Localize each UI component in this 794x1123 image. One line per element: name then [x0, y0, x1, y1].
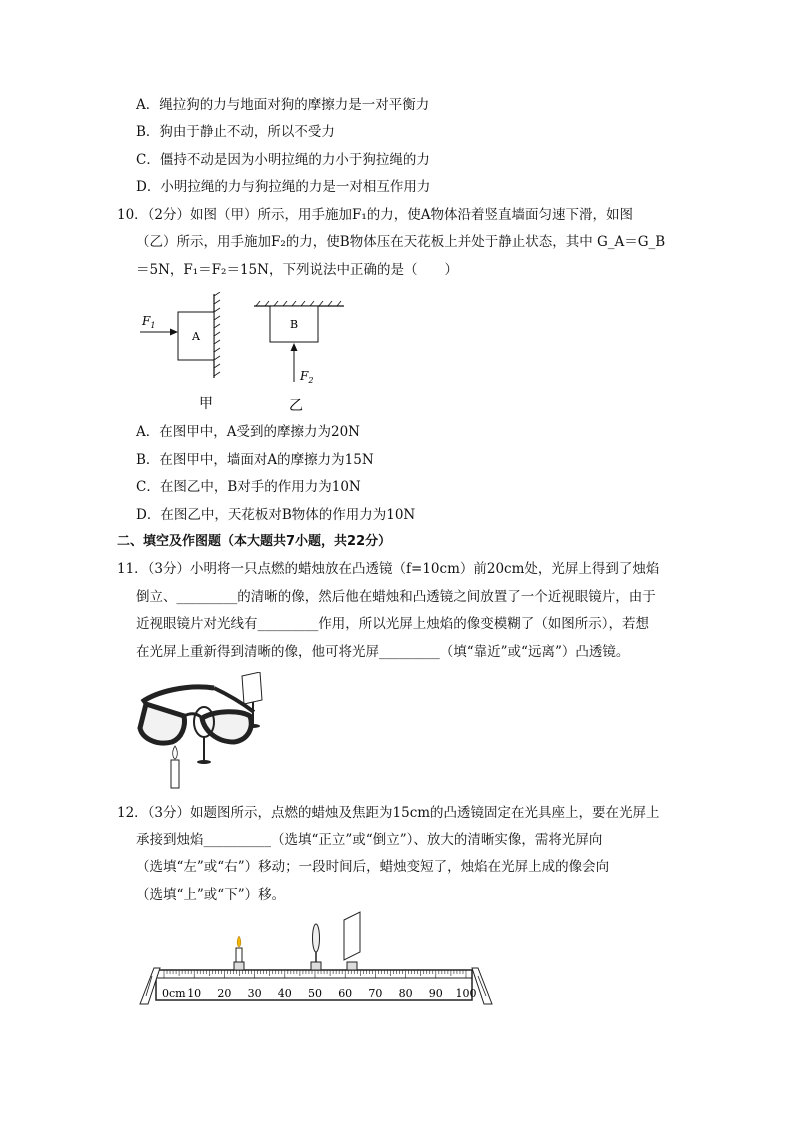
- section-2-heading: 二、填空及作图题（本大题共7小题，共22分）: [117, 534, 392, 549]
- q12-stem-line1: 12．（3分）如题图所示，点燃的蜡烛及焦距为15cm的凸透镜固定在光具座上，要在光屏上: [117, 805, 660, 821]
- caption-jia: 甲: [199, 396, 213, 412]
- ruler-label: 30: [247, 987, 262, 1000]
- ruler-label: 90: [428, 987, 443, 1000]
- ruler-label: 60: [338, 987, 353, 1000]
- force-f1-arrowhead: [170, 329, 178, 336]
- q10-option-a: A．在图甲中，A受到的摩擦力为20N: [136, 424, 360, 440]
- q12-stem-line3: （选填“左”或“右”）移动；一段时间后，蜡烛变短了，烛焰在光屏上成的像会向: [136, 859, 610, 875]
- q10-stem-line1: 10．（2分）如图（甲）所示，用手施加F₁的力，使A物体沿着竖直墙面匀速下滑，如图: [117, 207, 634, 223]
- bench-convex-lens: [311, 924, 321, 970]
- glasses: [140, 687, 254, 743]
- ruler-label: 100: [455, 987, 477, 1000]
- ruler-label: 50: [308, 987, 322, 1000]
- q10-option-b: B．在图甲中，墙面对A的摩擦力为15N: [136, 452, 374, 468]
- ruler-label: 20: [217, 987, 232, 1000]
- q10-force-figure: [138, 292, 348, 420]
- q11-stem-line1: 11．（3分）小明将一只点燃的蜡烛放在凸透镜（f=10cm）前20cm处，光屏上得到了烛焰: [117, 561, 660, 577]
- q11-stem-line2: 倒立、_________的清晰的像，然后他在蜡烛和凸透镜之间放置了一个近视眼镜片，由于: [136, 589, 656, 605]
- q9-option-b: B．狗由于静止不动，所以不受力: [136, 124, 335, 140]
- q11-lens-figure: [136, 672, 286, 792]
- q12-stem-line2: 承接到烛焰__________（选填“正立”或“倒立”）、放大的清晰实像，需将光屏向: [136, 832, 603, 848]
- candle: [171, 746, 179, 788]
- block-b-label: B: [289, 318, 299, 331]
- q9-option-d: D．小明拉绳的力与狗拉绳的力是一对相互作用力: [136, 179, 431, 195]
- ruler-label: 80: [398, 987, 413, 1000]
- q10-stem-line3: ＝5N，F₁＝F₂＝15N，下列说法中正确的是（ ）: [136, 262, 458, 278]
- bench-candle: [234, 936, 244, 970]
- q9-option-c: C．僵持不动是因为小明拉绳的力小于狗拉绳的力: [136, 152, 430, 168]
- force-f1-label: $F_1$: [142, 314, 156, 330]
- q10-stem-line2: （乙）所示，用手施加F₂的力，使B物体压在天花板上并处于静止状态，其中 G_A＝G_B: [136, 234, 666, 250]
- block-a-label: A: [192, 330, 200, 343]
- ruler-label: 70: [368, 987, 383, 1000]
- force-f2-label: $F_2$: [300, 369, 314, 385]
- ruler-label: 0cm: [162, 987, 186, 1000]
- q10-option-c: C．在图乙中，B对手的作用力为10N: [136, 479, 361, 495]
- caption-yi: 乙: [289, 398, 303, 414]
- q10-option-d: D．在图乙中，天花板对B物体的作用力为10N: [136, 507, 416, 523]
- bench-light-screen: [344, 912, 360, 970]
- force-f2-arrowhead: [291, 343, 298, 351]
- q9-option-a: A．绳拉狗的力与地面对狗的摩擦力是一对平衡力: [136, 97, 430, 113]
- ceiling-yi: [254, 301, 344, 306]
- wall-jia: [214, 292, 220, 378]
- q11-stem-line4: 在光屏上重新得到清晰的像，他可将光屏_________（填“靠近”或“远离”）凸透镜。: [136, 644, 630, 660]
- q12-stem-line4: （选填“上”或“下”）移。: [136, 887, 286, 903]
- q12-optical-bench: [138, 906, 494, 1008]
- ruler-label: 10: [187, 987, 202, 1000]
- ruler-label: 40: [277, 987, 292, 1000]
- q11-stem-line3: 近视眼镜片对光线有_________作用，所以光屏上烛焰的像变模糊了（如图所示），若想: [136, 616, 649, 632]
